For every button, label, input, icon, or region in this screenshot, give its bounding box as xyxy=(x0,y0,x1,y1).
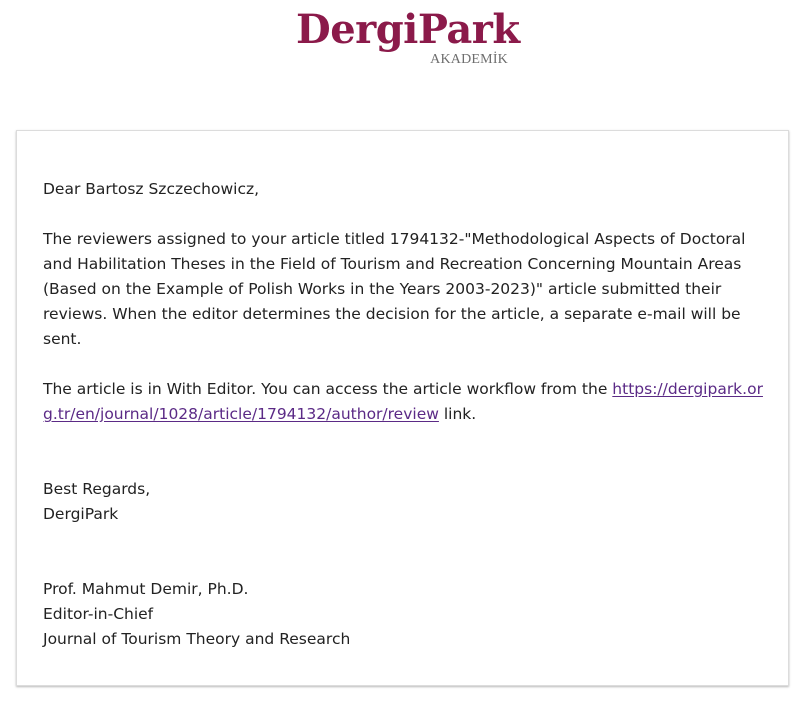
regards-sender: DergiPark xyxy=(43,505,119,523)
access-text-prefix: The article is in With Editor. You can access the article workflow from the xyxy=(43,380,613,398)
regards-line: Best Regards, xyxy=(43,480,151,498)
access-text-suffix: link. xyxy=(438,405,477,423)
dergipark-logo xyxy=(296,6,520,70)
signature-journal: Journal of Tourism Theory and Research xyxy=(43,630,351,648)
logo-subtitle: AKADEMİK xyxy=(430,52,508,67)
email-content xyxy=(43,177,763,652)
email-regards xyxy=(43,477,763,527)
email-body: The reviewers assigned to your article titled 1794132-"Methodological Aspects of Doctoral and Habilitation Theses in the Field of Tourism and Recreation Concerning Mountain Areas (Based on the Example of Polish Works in the Years 2003-2023)" article submitted their reviews. When the editor determines the decision for the article, a separate e-mail will be sent. xyxy=(43,230,746,348)
signature-title: Editor-in-Chief xyxy=(43,605,154,623)
email-greeting: Dear Bartosz Szczechowicz, xyxy=(43,180,260,198)
email-card xyxy=(16,130,789,686)
signature-name: Prof. Mahmut Demir, Ph.D. xyxy=(43,580,249,598)
email-access-paragraph xyxy=(43,377,763,427)
email-signature xyxy=(43,577,763,652)
article-review-link[interactable]: https://dergipark.org.tr/en/journal/1028/article/1794132/author/review xyxy=(43,380,763,423)
logo-wordmark: DergiPark xyxy=(296,6,520,53)
